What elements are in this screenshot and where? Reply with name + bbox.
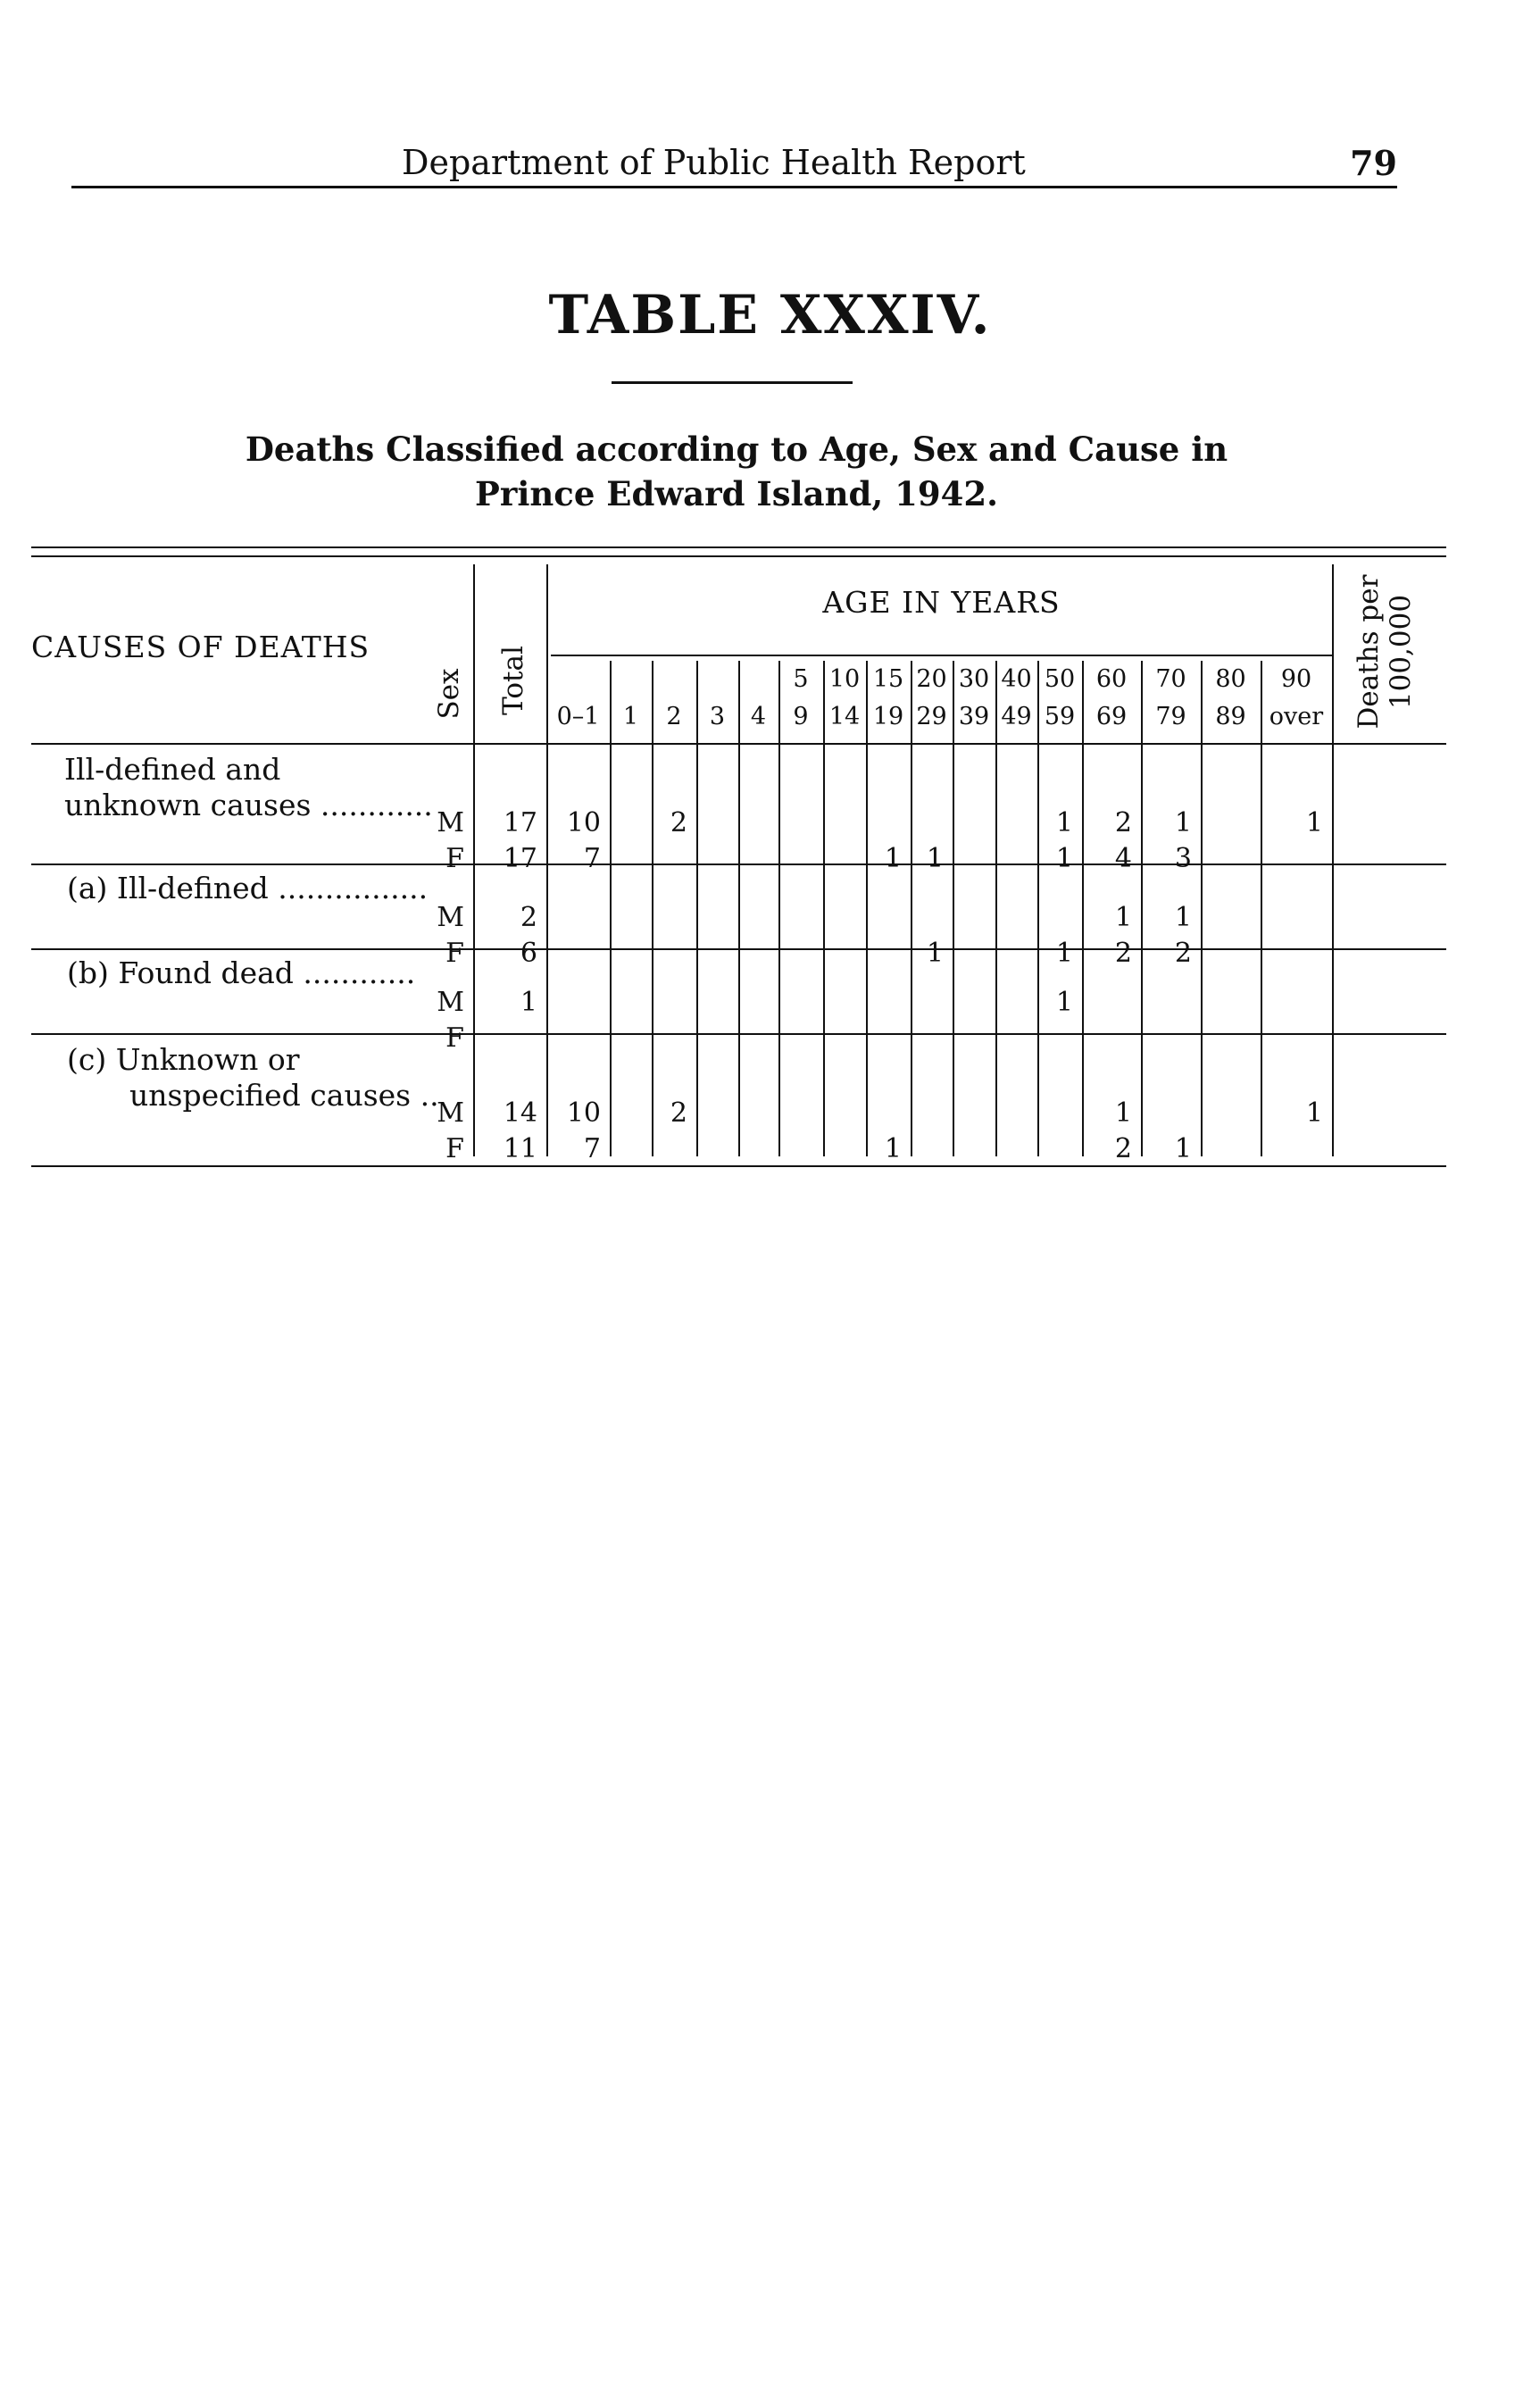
header-causes-of-deaths: CAUSES OF DEATHS xyxy=(31,630,370,664)
age-group-end: 14 xyxy=(828,703,861,730)
age-cell: 4 xyxy=(1114,843,1132,874)
page-number: 79 xyxy=(1350,143,1397,183)
age-cell: 1 xyxy=(1055,987,1073,1018)
sex-cell: F xyxy=(445,1022,464,1054)
rate-column-rule xyxy=(1332,564,1334,1156)
age-cell: 1 xyxy=(926,843,944,874)
age-group-start: 70 xyxy=(1155,665,1186,693)
age-group-end: 29 xyxy=(916,703,947,730)
age-cell: 1 xyxy=(1114,902,1132,933)
age-group-end: 2 xyxy=(666,703,682,730)
age-group-end: 0–1 xyxy=(556,703,600,730)
age-group-start: 60 xyxy=(1095,665,1128,693)
sex-cell: M xyxy=(437,807,464,838)
sex-cell: M xyxy=(437,902,464,933)
header-deaths-per-line-1: Deaths per xyxy=(1353,574,1385,730)
age-cell: 7 xyxy=(583,1133,601,1164)
subtitle-line-2: Prince Edward Island, 1942. xyxy=(475,474,998,513)
age-group-start: 90 xyxy=(1280,665,1312,693)
age-group-end: 1 xyxy=(622,703,639,730)
age-column-rule xyxy=(610,661,612,1156)
age-cell: 1 xyxy=(1174,902,1192,933)
age-cell: 1 xyxy=(1114,1097,1132,1129)
age-column-rule xyxy=(995,661,997,1156)
age-cell: 1 xyxy=(1055,807,1073,838)
table-bottom-rule xyxy=(31,1165,1446,1167)
age-cell: 2 xyxy=(670,807,687,838)
age-column-rule xyxy=(866,661,868,1156)
cause-label: (a) Ill-defined ................ xyxy=(67,871,429,905)
age-group-end: 59 xyxy=(1044,703,1076,730)
age-group-end: 69 xyxy=(1095,703,1128,730)
age-cell: 3 xyxy=(1174,843,1192,874)
age-cell: 2 xyxy=(670,1097,687,1129)
age-group-end: over xyxy=(1269,703,1324,730)
age-cell: 1 xyxy=(1305,807,1323,838)
age-column-rule xyxy=(652,661,653,1156)
age-cell: 1 xyxy=(926,938,944,969)
age-cell: 2 xyxy=(1114,1133,1132,1164)
subtitle-line-1: Deaths Classified according to Age, Sex and Cause in xyxy=(245,430,1228,469)
header-total: Total xyxy=(497,646,529,715)
sex-column-rule xyxy=(473,564,475,1156)
age-cell: 1 xyxy=(1055,938,1073,969)
cause-label: unspecified causes .. xyxy=(129,1078,439,1113)
age-cell: 10 xyxy=(566,807,601,838)
total-cell: 2 xyxy=(520,902,537,933)
age-cell: 2 xyxy=(1174,938,1192,969)
age-cell: 1 xyxy=(1174,1133,1192,1164)
age-group-start: 30 xyxy=(958,665,990,693)
total-cell: 6 xyxy=(520,938,537,969)
age-cell: 7 xyxy=(583,843,601,874)
age-group-end: 4 xyxy=(750,703,767,730)
age-group-end: 79 xyxy=(1155,703,1186,730)
cause-label: Ill-defined and xyxy=(64,752,281,787)
age-group-start: 20 xyxy=(916,665,947,693)
age-group-end: 49 xyxy=(1001,703,1032,730)
age-column-rule xyxy=(823,661,825,1156)
sex-cell: F xyxy=(445,938,464,969)
age-group-end: 89 xyxy=(1215,703,1246,730)
age-group-start: 80 xyxy=(1215,665,1246,693)
total-cell: 17 xyxy=(503,807,537,838)
age-header-rule xyxy=(551,655,1332,656)
age-column-rule xyxy=(778,661,780,1156)
total-cell: 1 xyxy=(520,987,537,1018)
table-top-rule-2 xyxy=(31,555,1446,557)
header-age-in-years: AGE IN YEARS xyxy=(822,585,1061,620)
header-sex: Sex xyxy=(433,668,465,720)
sex-cell: M xyxy=(437,987,464,1018)
age-column-rule xyxy=(1201,661,1203,1156)
age-group-end: 9 xyxy=(793,703,809,730)
age-column-rule xyxy=(953,661,954,1156)
total-cell: 11 xyxy=(503,1133,537,1164)
sex-cell: F xyxy=(445,1133,464,1164)
age-cell: 2 xyxy=(1114,938,1132,969)
age-group-start: 5 xyxy=(793,665,809,693)
age-group-start: 15 xyxy=(872,665,904,693)
age-cell: 1 xyxy=(1055,843,1073,874)
age-cell: 1 xyxy=(884,843,902,874)
sex-cell: M xyxy=(437,1097,464,1129)
age-cell: 10 xyxy=(566,1097,601,1129)
cause-label: (b) Found dead ............ xyxy=(67,955,416,990)
age-group-end: 3 xyxy=(709,703,726,730)
age-group-start: 50 xyxy=(1044,665,1076,693)
age-column-rule xyxy=(696,661,698,1156)
sex-cell: F xyxy=(445,843,464,874)
age-column-rule xyxy=(1037,661,1039,1156)
age-cell: 1 xyxy=(884,1133,902,1164)
age-cell: 1 xyxy=(1174,807,1192,838)
cause-label: unknown causes ............ xyxy=(64,788,433,822)
age-cell: 1 xyxy=(1305,1097,1323,1129)
age-group-end: 39 xyxy=(958,703,990,730)
age-group-start: 40 xyxy=(1001,665,1032,693)
age-group-start: 10 xyxy=(828,665,861,693)
age-column-rule xyxy=(1261,661,1262,1156)
header-deaths-per-100000 xyxy=(1353,571,1424,732)
total-cell: 14 xyxy=(503,1097,537,1129)
age-column-rule xyxy=(911,661,912,1156)
age-column-rule xyxy=(738,661,740,1156)
age-cell: 2 xyxy=(1114,807,1132,838)
table-top-rule-1 xyxy=(31,546,1446,548)
running-title: Department of Public Health Report xyxy=(402,143,1026,182)
header-deaths-per-line-2: 100,000 xyxy=(1385,594,1417,710)
deaths-table xyxy=(0,0,1540,1179)
age-group-end: 19 xyxy=(872,703,904,730)
table-title: TABLE XXXIV. xyxy=(548,284,992,346)
cause-label: (c) Unknown or xyxy=(67,1042,300,1077)
total-cell: 17 xyxy=(503,843,537,874)
